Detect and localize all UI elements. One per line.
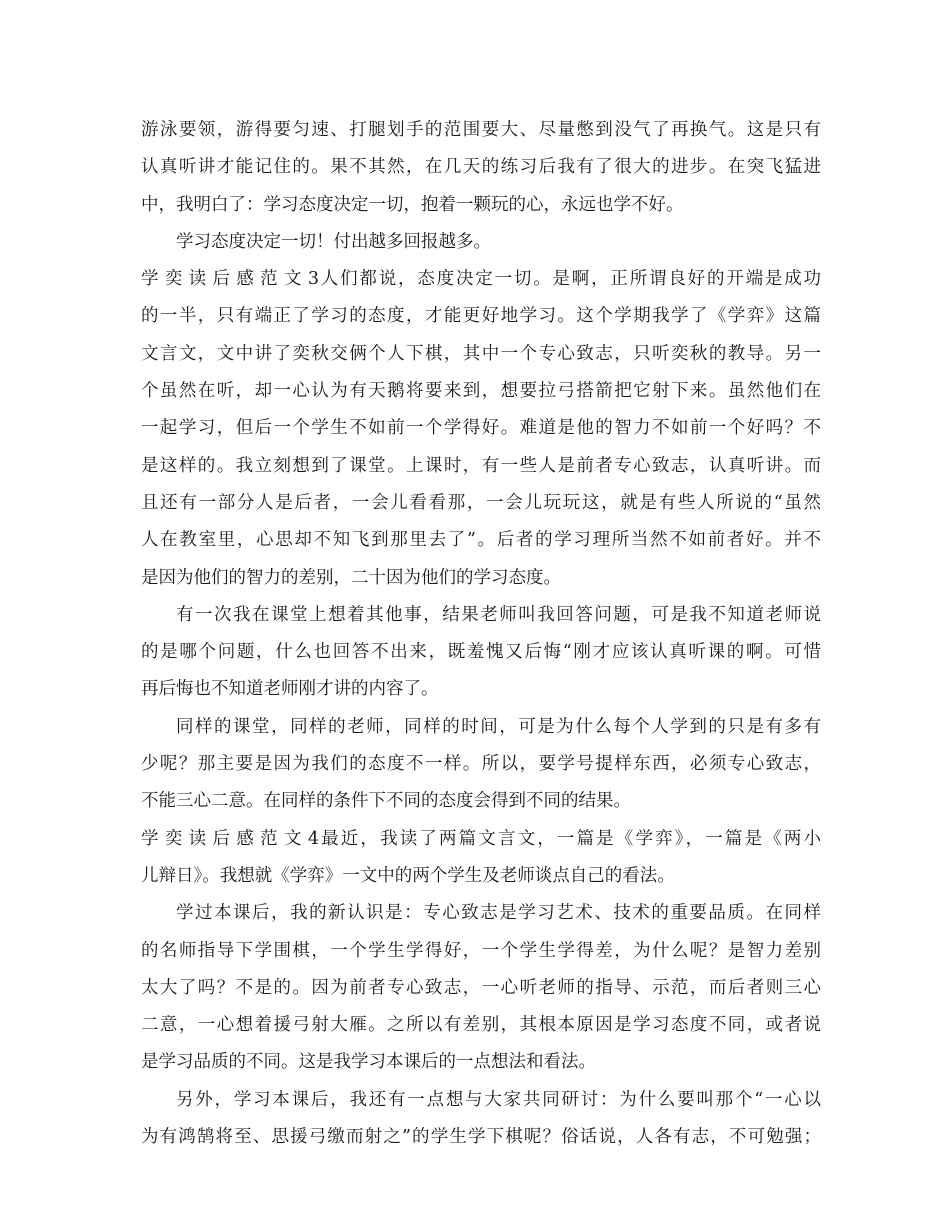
document-page [141,112,821,1156]
text-line [141,336,821,373]
text-line [141,709,821,746]
text-line [141,448,821,485]
text-line [141,858,821,895]
text-line [141,634,821,671]
line-text: 中，我明白了：学习态度决定一切，抱着一颗玩的心，永远也学不好。 [141,194,684,215]
text-line [141,671,821,708]
text-line [141,149,821,186]
line-text: 文言文，文中讲了奕秋交俩个人下棋，其中一个专心致志，只听奕秋的教导。另一 [141,343,821,364]
text-line [141,597,821,634]
line-text: 的一半，只有端正了学习的态度，才能更好地学习。这个学期我学了《学弈》这篇 [141,306,821,327]
section-heading: 学奕读后感范文3 [141,269,319,290]
line-text: 最近，我读了两篇文言文，一篇是《学弈》，一篇是《两小 [319,828,821,849]
text-line [141,187,821,224]
line-text: 有一次我在课堂上想着其他事，结果老师叫我回答问题，可是我不知道老师说 [176,604,821,625]
line-text: 学过本课后，我的新认识是：专心致志是学习艺术、技术的重要品质。在同样 [176,903,821,924]
line-text: 再后悔也不知道老师刚才讲的内容了。 [141,679,439,700]
text-line [141,1044,821,1081]
line-text: 不能三心二意。在同样的条件下不同的态度会得到不同的结果。 [141,791,631,812]
text-line [141,895,821,932]
text-line [141,783,821,820]
text-line [141,1119,821,1156]
text-line [141,298,821,335]
line-text: 的是哪个问题，什么也回答不出来，既羞愧又后悔“刚才应该认真听课的啊。可惜 [141,642,821,663]
line-text: 少呢？那主要是因为我们的态度不一样。所以，要学号提样东西，必须专心致志， [141,754,821,775]
line-text: 认真听讲才能记住的。果不其然，在几天的练习后我有了很大的进步。在突飞猛进 [141,157,821,178]
text-line [141,112,821,149]
line-text: 二意，一心想着援弓射大雁。之所以有差别，其根本原因是学习态度不同，或者说 [141,1015,821,1036]
section-heading-line [141,261,821,298]
line-text: 为有鸿鹄将至、思援弓缴而射之”的学生学下棋呢？俗话说，人各有志，不可勉强； [141,1127,821,1148]
text-line [141,970,821,1007]
line-text: 太大了吗？不是的。因为前者专心致志，一心听老师的指导、示范，而后者则三心 [141,977,821,998]
line-text: 另外，学习本课后，我还有一点想与大家共同研讨：为什么要叫那个“一心以 [176,1089,821,1110]
line-text: 学习态度决定一切！付出越多回报越多。 [176,231,491,252]
line-text: 的名师指导下学围棋，一个学生学得好，一个学生学得差，为什么呢？是智力差别 [141,940,821,961]
text-line [141,933,821,970]
line-text: 是这样的。我立刻想到了课堂。上课时，有一些人是前者专心致志，认真听讲。而 [141,455,821,476]
line-text: 是因为他们的智力的差别，二十因为他们的学习态度。 [141,567,561,588]
text-line [141,560,821,597]
line-text: 人们都说，态度决定一切。是啊，正所谓良好的开端是成功 [319,269,821,290]
line-text: 个虽然在听，却一心认为有天鹅将要来到，想要拉弓搭箭把它射下来。虽然他们在 [141,381,821,402]
line-text: 同样的课堂，同样的老师，同样的时间，可是为什么每个人学到的只是有多有 [176,716,821,737]
text-line [141,410,821,447]
line-text: 且还有一部分人是后者，一会儿看看那，一会儿玩玩这，就是有些人所说的“虽然 [141,492,821,513]
section-heading: 学奕读后感范文4 [141,828,319,849]
text-line [141,746,821,783]
line-text: 游泳要领，游得要匀速、打腿划手的范围要大、尽量憋到没气了再换气。这是只有 [141,120,821,140]
text-line [141,224,821,261]
text-line [141,373,821,410]
line-text: 一起学习，但后一个学生不如前一个学得好。难道是他的智力不如前一个好吗？不 [141,418,821,439]
text-line [141,1007,821,1044]
line-text: 是学习品质的不同。这是我学习本课后的一点想法和看法。 [141,1052,596,1073]
text-line [141,1082,821,1119]
text-line [141,485,821,522]
line-text: 人在教室里，心思却不知飞到那里去了”。后者的学习理所当然不如前者好。并不 [141,530,821,551]
text-line [141,522,821,559]
section-heading-line [141,821,821,858]
line-text: 儿辩日》。我想就《学弈》一文中的两个学生及老师谈点自己的看法。 [141,865,675,886]
